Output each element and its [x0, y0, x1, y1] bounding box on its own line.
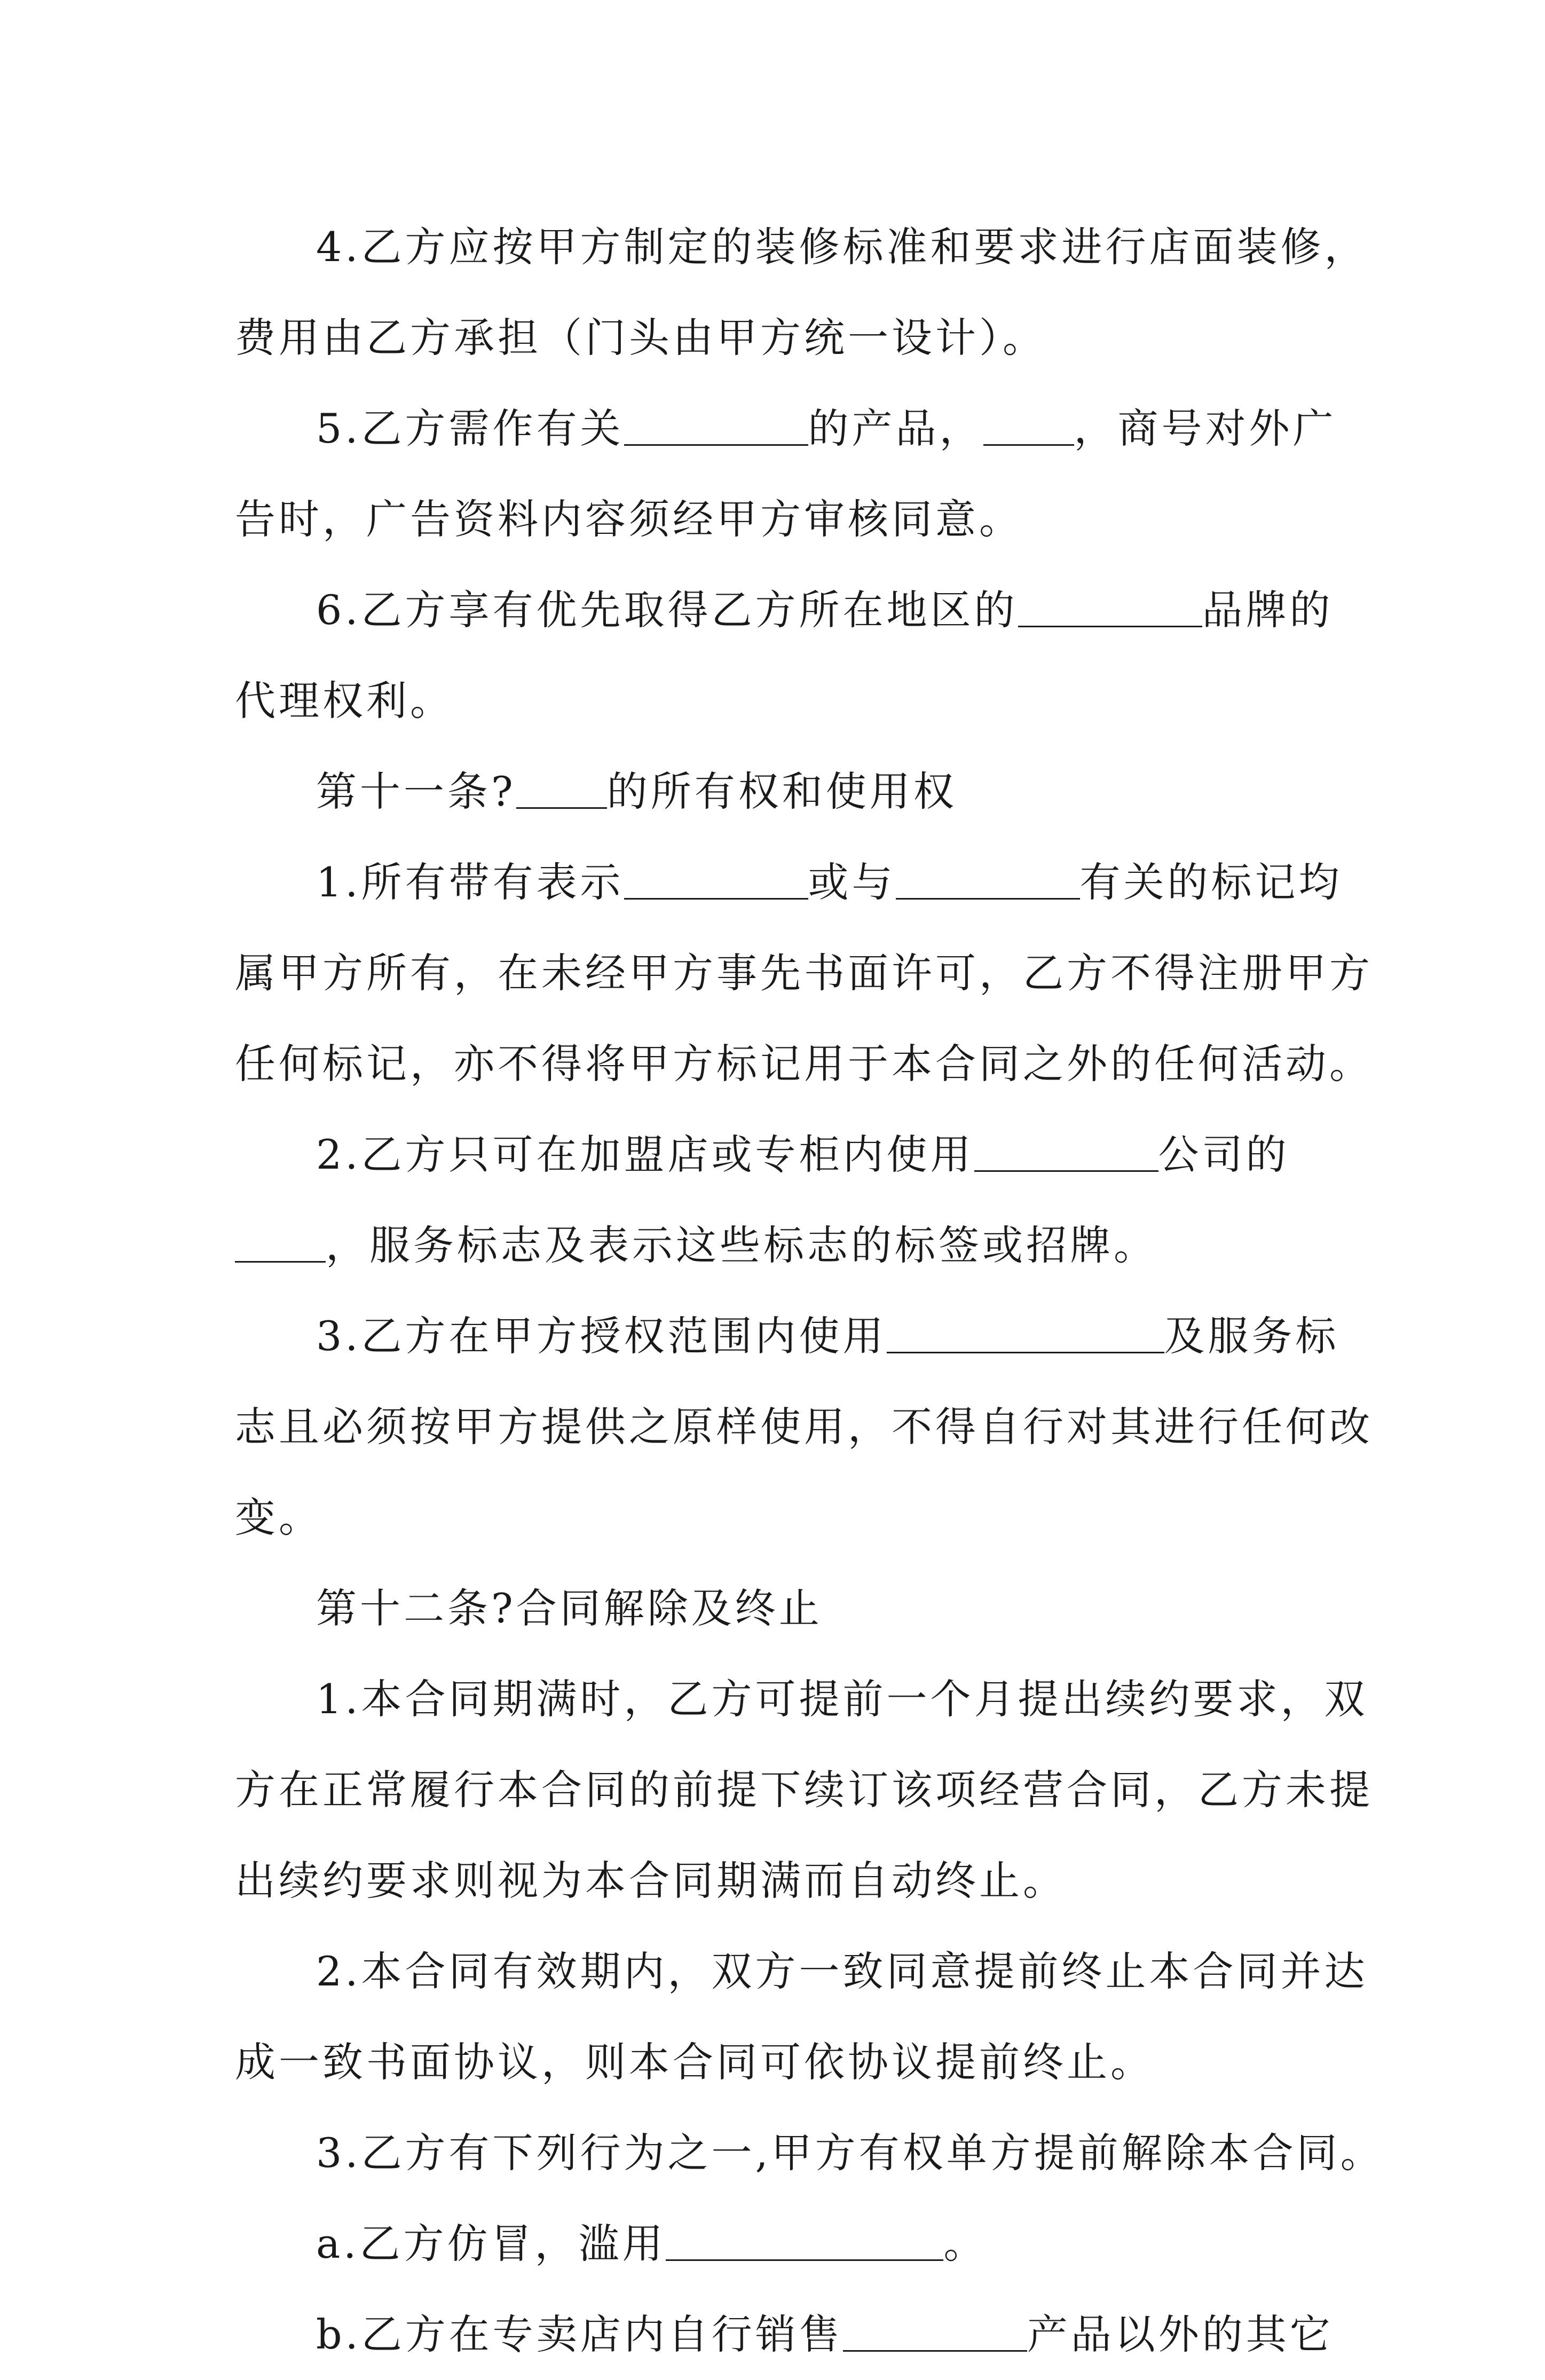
- text-segment: 2.乙方只可在加盟店或专柜内使用: [316, 1131, 974, 1178]
- article-11-item-3-line-3: [235, 1472, 1319, 1563]
- text-segment: ，服务标志及表示这些标志的标签或招牌。: [326, 1221, 1157, 1269]
- article-11-item-3-line-1: [235, 1291, 1339, 1382]
- article-11-item-1-line-1: [235, 837, 1343, 928]
- fill-in-blank: [235, 1260, 326, 1263]
- text-segment: 品牌的: [1202, 586, 1334, 634]
- article-12-item-1-line-1: [235, 1654, 1368, 1745]
- clause-4-line-2: [235, 293, 1319, 383]
- fill-in-blank: [666, 2259, 943, 2261]
- article-11-item-3-line-2: [235, 1382, 1373, 1472]
- text-segment: 3.乙方有下列行为之一,甲方有权单方提前解除本合同。: [316, 2129, 1384, 2177]
- text-segment: 3.乙方在甲方授权范围内使用: [316, 1312, 887, 1360]
- text-segment: 及服务标: [1164, 1312, 1339, 1360]
- text-segment: 2.本合同有效期内，双方一致同意提前终止本合同并达: [316, 1948, 1368, 1995]
- clause-6-line-1: [235, 565, 1334, 656]
- article-12-heading: [235, 1563, 1319, 1654]
- text-segment: 属甲方所有，在未经甲方事先书面许可，乙方不得注册甲方: [235, 949, 1373, 997]
- article-12-item-2-line-2: [235, 2017, 1319, 2108]
- article-11-item-1-line-3: [235, 1019, 1373, 1109]
- text-segment: 有关的标记均: [1079, 858, 1343, 906]
- clause-6-line-2: [235, 656, 1319, 746]
- text-segment: 志且必须按甲方提供之原样使用，不得自行对其进行任何改: [235, 1403, 1373, 1451]
- fill-in-blank: [896, 897, 1080, 900]
- clause-5-line-2: [235, 474, 1319, 565]
- fill-in-blank: [887, 1351, 1164, 1353]
- clause-5-line-1: [235, 383, 1337, 474]
- text-segment: 成一致书面协议，则本合同可依协议提前终止。: [235, 2038, 1154, 2086]
- fill-in-blank: [974, 1170, 1158, 1172]
- text-segment: 任何标记，亦不得将甲方标记用于本合同之外的任何活动。: [235, 1040, 1373, 1087]
- text-segment: 变。: [235, 1494, 322, 1541]
- text-segment: 的产品，: [808, 405, 983, 452]
- article-12-item-1-line-2: [235, 1745, 1373, 1835]
- fill-in-blank: [1018, 625, 1202, 627]
- text-segment: b.乙方在专卖店内自行销售: [316, 2311, 843, 2358]
- article-11-heading: [235, 746, 1319, 837]
- text-segment: 费用由乙方承担（门头由甲方统一设计）。: [235, 314, 1046, 361]
- text-segment: 1.本合同期满时，乙方可提前一个月提出续约要求，双: [316, 1675, 1368, 1723]
- text-segment: 代理权利。: [235, 677, 454, 724]
- article-11-item-2-line-1: [235, 1109, 1319, 1200]
- clause-4-line-1: [235, 202, 1368, 293]
- text-segment: 方在正常履行本合同的前提下续订该项经营合同，乙方未提: [235, 1766, 1373, 1814]
- article-11-item-2-line-2: [235, 1200, 1319, 1291]
- contract-text: [235, 202, 1384, 2380]
- article-12-item-2-line-1: [235, 1926, 1368, 2017]
- text-segment: 出续约要求则视为本合同期满而自动终止。: [235, 1857, 1067, 1904]
- text-segment: a.乙方仿冒，滥用: [316, 2220, 666, 2267]
- text-segment: ，商号对外广: [1074, 405, 1337, 452]
- text-segment: 。: [943, 2220, 988, 2267]
- fill-in-blank: [516, 807, 607, 809]
- fill-in-blank: [983, 444, 1074, 446]
- text-segment: 1.所有带有表示: [316, 858, 624, 906]
- text-segment: 公司的: [1158, 1131, 1290, 1178]
- fill-in-blank: [624, 444, 808, 446]
- fill-in-blank: [843, 2350, 1027, 2352]
- article-12-item-1-line-3: [235, 1835, 1319, 1926]
- text-segment: 第十二条?合同解除及终止: [316, 1585, 823, 1632]
- fill-in-blank: [624, 897, 808, 900]
- text-segment: 或与: [808, 858, 896, 906]
- text-segment: 产品以外的其它: [1027, 2311, 1334, 2358]
- text-segment: 6.乙方享有优先取得乙方所在地区的: [316, 586, 1018, 634]
- text-segment: 5.乙方需作有关: [316, 405, 624, 452]
- article-12-item-3b-line-1: [235, 2289, 1334, 2380]
- text-segment: 告时，广告资料内容须经甲方审核同意。: [235, 495, 1023, 543]
- text-segment: 的所有权和使用权: [606, 768, 957, 815]
- text-segment: 第十一条?: [316, 768, 516, 815]
- article-11-item-1-line-2: [235, 928, 1373, 1019]
- text-segment: 4.乙方应按甲方制定的装修标准和要求进行店面装修，: [316, 223, 1368, 271]
- article-12-item-3a-line-1: [235, 2198, 1319, 2289]
